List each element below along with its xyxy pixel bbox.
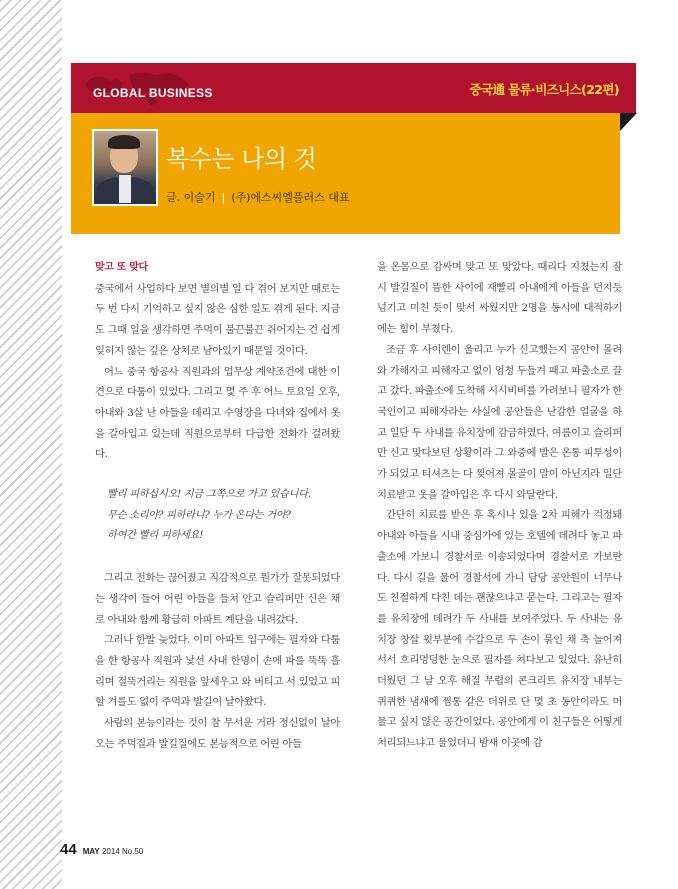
issue-number: No.50 [122,847,144,856]
corner-decoration [620,113,637,131]
byline [166,189,350,205]
quote-line: 무슨 소리야? 피하라니? 누가 온다는 거야? [107,508,291,521]
article-title: 복수는 나의 것 [166,145,317,173]
section-header-bar [71,63,636,113]
body-column-right [377,257,622,754]
paragraph: 사람의 본능이라는 것이 참 무서운 거라 정신없이 날아오는 주먹질과 발길질에도 본능적으로 어린 아들 [95,717,340,750]
page-footer [60,841,143,859]
byline-author: 글. 이슬기 [166,191,216,204]
body-column-left [95,258,340,754]
issue-info [83,847,144,856]
author-portrait [92,129,158,206]
byline-company: (주)에스씨엘플러스 대표 [231,191,350,204]
byline-separator: | [221,191,226,204]
hatched-margin-decoration [0,0,62,889]
quote-line: 빨리 피하십시오! 지금 그쪽으로 가고 있습니다. [107,488,311,501]
section-label: GLOBAL BUSINESS [93,86,213,100]
page-number: 44 [60,841,77,858]
paragraph: 조금 후 사이렌이 울리고 누가 신고했는지 공안이 몰려와 가해자고 피해자고 없이 엄청 두들겨 패고 파출소로 끌고 갔다. 파출소에 도착해 시시비비를 가려보니 필자가 한국인이고 피해자라는 사실에 공안들은 난감한 얼굴을 하고 일단 두 사내를 유치장에 감금하였다. 여름이고 슬리퍼만 신고 맞다보던 상황이라 그 와중에 발은 온통 피투성이가 되었고 티셔츠는 다 찢어져 몰골이 말이 아닌지라 일단 치료받고 옷을 갈아입은 후 다시 와달란다. [377,343,622,501]
paragraph: 중국에서 사업하다 보면 별의별 일 다 겪어 보지만 때로는 두 번 다시 기억하고 싶지 않은 심한 일도 겪게 된다. 지금도 그때 일을 생각하면 주먹이 불끈불끈 쥐어지는 건 쉽게 잊히지 않는 깊은 상처로 남아있기 때문일 것이다. [95,282,340,357]
quote-line: 하여간 빨리 피하세요! [107,529,204,542]
paragraph: 을 온몸으로 감싸며 맞고 또 맞았다. 때리다 지쳤는지 잠시 발길질이 뜸한 사이에 재빨리 아내에게 아들을 던지듯 넘기고 미친 듯이 맞서 싸웠지만 2명을 동시에 대적하기에는 힘이 부쳤다. [377,261,622,336]
title-banner [71,113,620,234]
paragraph: 그리고 전화는 끊어졌고 직감적으로 뭔가가 잘못되었다는 생각이 들어 어린 아들을 들쳐 안고 슬리퍼만 신은 채로 아내와 함께 황급히 아파트 계단을 내려갔다. [95,572,340,626]
paragraph: 간단히 치료를 받은 후 혹시나 있을 2차 피해가 걱정돼 아내와 아들을 시내 중심가에 있는 호텔에 데려다 놓고 파출소에 가보니 경찰서로 이송되었다며 경찰서로 가보란다. 다시 길을 물어 경찰서에 가니 담당 공안원이 너무나도 친절하게 다친 데는 괜찮으냐고 묻는다. 그리고는 필자를 유치장에 데려가 두 사내를 보여주었다. 두 사내는 유치장 창살 윗부분에 수갑으로 두 손이 묶인 채 축 늘어져 서서 흐리멍덩한 눈으로 필자를 쳐다보고 있었다. 유난히 더웠던 그 날 오후 해질 무렵의 콘크리트 유치장 내부는 퀴퀴한 냄새에 찜통 같은 더위로 단 몇 초 동안이라도 머물고 싶지 않은 공간이었다. 공안에게 이 친구들은 어떻게 처리되느냐고 물었더니 밤새 이곳에 감 [377,509,622,750]
issue-month: MAY [82,847,100,856]
series-label: 중국通 물류·비즈니스(22편) [469,82,619,97]
paragraph: 그러나 한발 늦었다. 이미 아파트 입구에는 필자와 다툼을 한 항공사 직원과 낯선 사내 한명이 손에 파를 뚝뚝 흘리며 절뚝거리는 직원을 앞세우고 와 버티고 서 있었고 피할 겨를도 없이 주먹과 발길이 날아왔다. [95,634,340,709]
section-subheading: 맞고 또 맞다 [95,262,148,273]
issue-year: 2014 [101,847,120,856]
quote-block [95,484,340,546]
paragraph: 어느 중국 항공사 직원과의 업무상 계약조건에 대한 이견으로 다툼이 있었다. 그리고 몇 주 후 어느 토요일 오후, 아내와 3살 난 아들을 데리고 수영장을 다녀와 집에서 옷을 갈아입고 있는데 직원으로부터 다급한 전화가 걸려왔다. [95,365,340,461]
